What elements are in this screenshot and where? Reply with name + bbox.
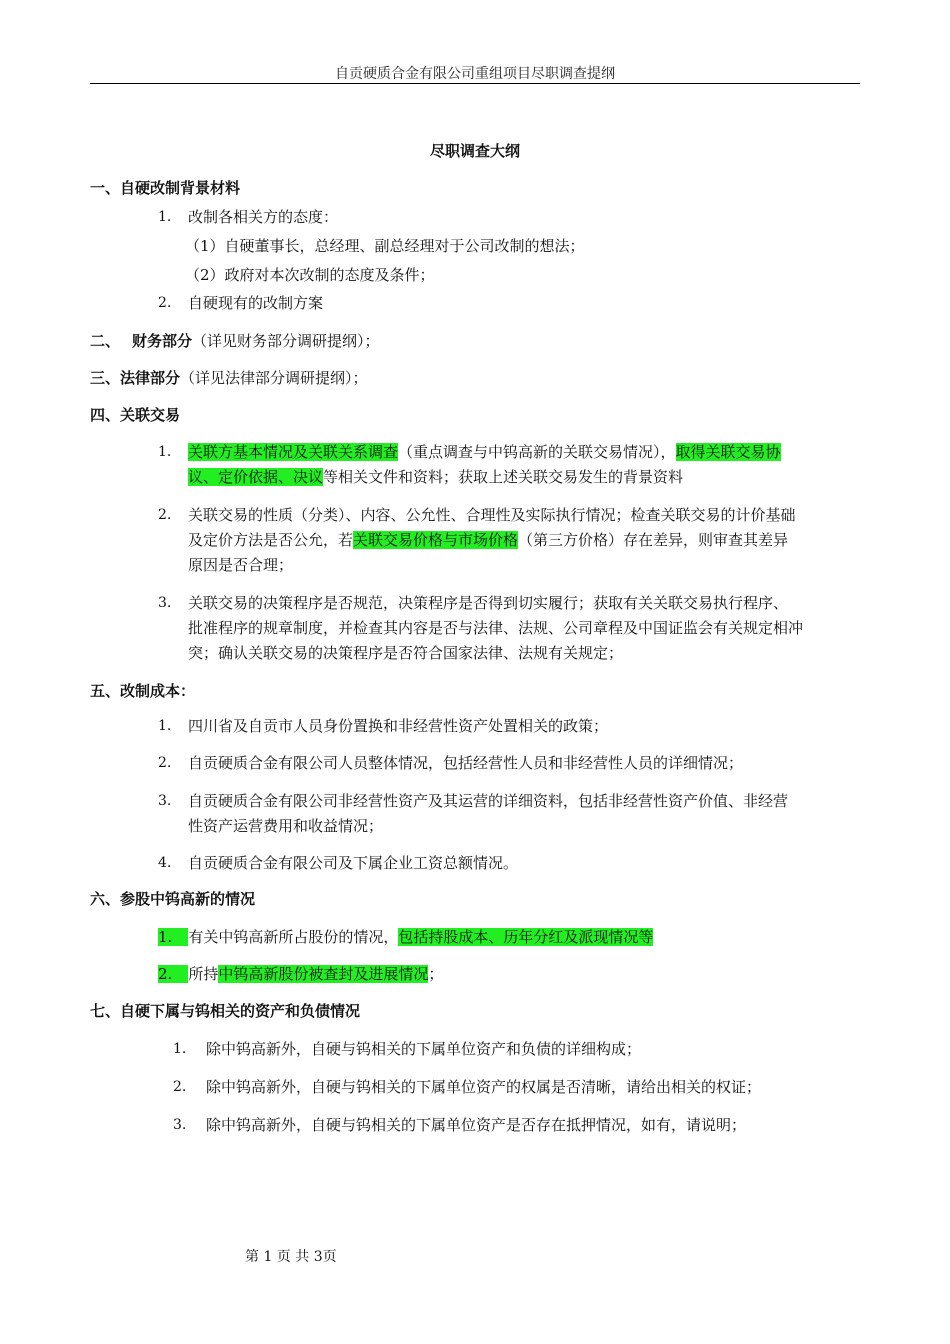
section-1-item-2-text: 自硬现有的改制方案 xyxy=(188,294,324,312)
page-number-footer: 第 1 页 共 3页 xyxy=(245,1249,337,1265)
section-4-item-3-line-3: 突；确认关联交易的决策程序是否符合国家法律、法规有关规定； xyxy=(188,644,624,662)
section-1-sub-2: （2）政府对本次改制的态度及条件； xyxy=(185,266,435,284)
section-3-line xyxy=(90,366,368,391)
section-6-item-1-text: 有关中钨高新所占股份的情况， xyxy=(188,928,399,946)
section-4-item-3-line-1: 关联交易的决策程序是否规范，决策程序是否得到切实履行；获取有关关联交易执行程序、 xyxy=(188,594,789,612)
section-6-item-1-number: 1. xyxy=(158,928,188,946)
highlight-related-party-survey: 关联方基本情况及关联关系调查 xyxy=(188,443,399,461)
section-7-item-2-text: 除中钨高新外，自硬与钨相关的下属单位资产的权属是否清晰，请给出相关的权证； xyxy=(206,1078,762,1096)
highlight-shares-seized: 中钨高新股份被查封及进展情况 xyxy=(218,965,429,983)
section-4-item-2-line-3: 原因是否合理； xyxy=(188,556,294,574)
section-4-item-1-text-a: （重点调查与中钨高新的关联交易情况）， xyxy=(398,443,676,461)
section-5-item-3-line-1: 自贡硬质合金有限公司非经营性资产及其运营的详细资料，包括非经营性资产价值、非经营 xyxy=(188,792,789,810)
highlight-agreements-a: 取得关联交易协 xyxy=(675,443,781,461)
section-4-item-3-number: 3. xyxy=(158,595,172,611)
section-4-item-2-number: 2. xyxy=(158,507,172,523)
section-2-note: （详见财务部分调研提纲）； xyxy=(192,332,380,350)
highlight-shareholding-cost: 包括持股成本、历年分红及派现情况等 xyxy=(398,928,654,946)
section-5-heading: 五、改制成本： xyxy=(90,682,196,700)
section-3-heading: 三、法律部分 xyxy=(90,369,181,387)
section-6-item-2-number: 2. xyxy=(158,965,188,983)
section-3-note: （详见法律部分调研提纲）； xyxy=(180,369,368,387)
section-5-item-3-line-2: 性资产运营费用和收益情况； xyxy=(188,817,384,835)
section-4-item-1-line-2 xyxy=(188,465,683,490)
section-7-item-2-number: 2. xyxy=(173,1079,187,1095)
highlight-market-price: 关联交易价格与市场价格 xyxy=(353,531,519,549)
section-2-line xyxy=(90,329,380,354)
section-4-item-2-line-2 xyxy=(188,528,788,553)
section-6-item-2-text-a: 所持 xyxy=(188,965,219,983)
section-7-item-1-number: 1. xyxy=(173,1041,187,1057)
section-5-item-4-text: 自贡硬质合金有限公司及下属企业工资总额情况。 xyxy=(188,854,519,872)
section-7-item-1-text: 除中钨高新外，自硬与钨相关的下属单位资产和负债的详细构成； xyxy=(206,1040,642,1058)
section-5-item-4-number: 4. xyxy=(158,855,172,871)
section-6-heading: 六、参股中钨高新的情况 xyxy=(90,890,256,908)
section-2-prefix: 二、 xyxy=(90,332,121,350)
section-6-item-2 xyxy=(158,962,443,987)
section-4-item-1-line-1 xyxy=(188,440,781,465)
section-1-sub-1: （1）自硬董事长，总经理、副总经理对于公司改制的想法； xyxy=(185,237,585,255)
highlight-agreements-b: 议、定价依据、决议 xyxy=(188,468,324,486)
section-7-item-3-number: 3. xyxy=(173,1117,187,1133)
document-title: 尽职调查大纲 xyxy=(429,142,520,160)
section-4-item-2-line-1: 关联交易的性质（分类）、内容、公允性、合理性及实际执行情况；检查关联交易的计价基础 xyxy=(188,506,796,524)
section-5-item-2-number: 2. xyxy=(158,755,172,771)
section-4-item-2-text-a: 及定价方法是否公允，若 xyxy=(188,531,354,549)
section-6-item-2-text-b: ； xyxy=(428,965,444,983)
section-1-item-1-number: 1. xyxy=(158,209,172,225)
section-5-item-1-number: 1. xyxy=(158,718,172,734)
section-4-heading: 四、关联交易 xyxy=(90,406,181,424)
section-2-heading: 财务部分 xyxy=(132,332,193,350)
section-6-item-1 xyxy=(158,925,653,950)
header-rule xyxy=(90,83,860,84)
running-header: 自贡硬质合金有限公司重组项目尽职调查提纲 xyxy=(335,66,615,82)
section-5-item-3-number: 3. xyxy=(158,793,172,809)
section-7-heading: 七、自硬下属与钨相关的资产和负债情况 xyxy=(90,1002,361,1020)
section-4-item-1-text-b: 等相关文件和资料；获取上述关联交易发生的背景资料 xyxy=(323,468,684,486)
section-5-item-1-text: 四川省及自贡市人员身份置换和非经营性资产处置相关的政策； xyxy=(188,717,609,735)
section-4-item-3-line-2: 批准程序的规章制度，并检查其内容是否与法律、法规、公司章程及中国证监会有关规定相冲 xyxy=(188,619,804,637)
section-7-item-3-text: 除中钨高新外，自硬与钨相关的下属单位资产是否存在抵押情况，如有，请说明； xyxy=(206,1116,747,1134)
section-1-item-1-text: 改制各相关方的态度： xyxy=(188,208,339,226)
section-5-item-2-text: 自贡硬质合金有限公司人员整体情况，包括经营性人员和非经营性人员的详细情况； xyxy=(188,754,744,772)
section-1-item-2-number: 2. xyxy=(158,295,172,311)
section-4-item-1-number: 1. xyxy=(158,444,172,460)
section-4-item-2-text-b: （第三方价格）存在差异，则审查其差异 xyxy=(518,531,789,549)
section-1-heading: 一、自硬改制背景材料 xyxy=(90,179,241,197)
